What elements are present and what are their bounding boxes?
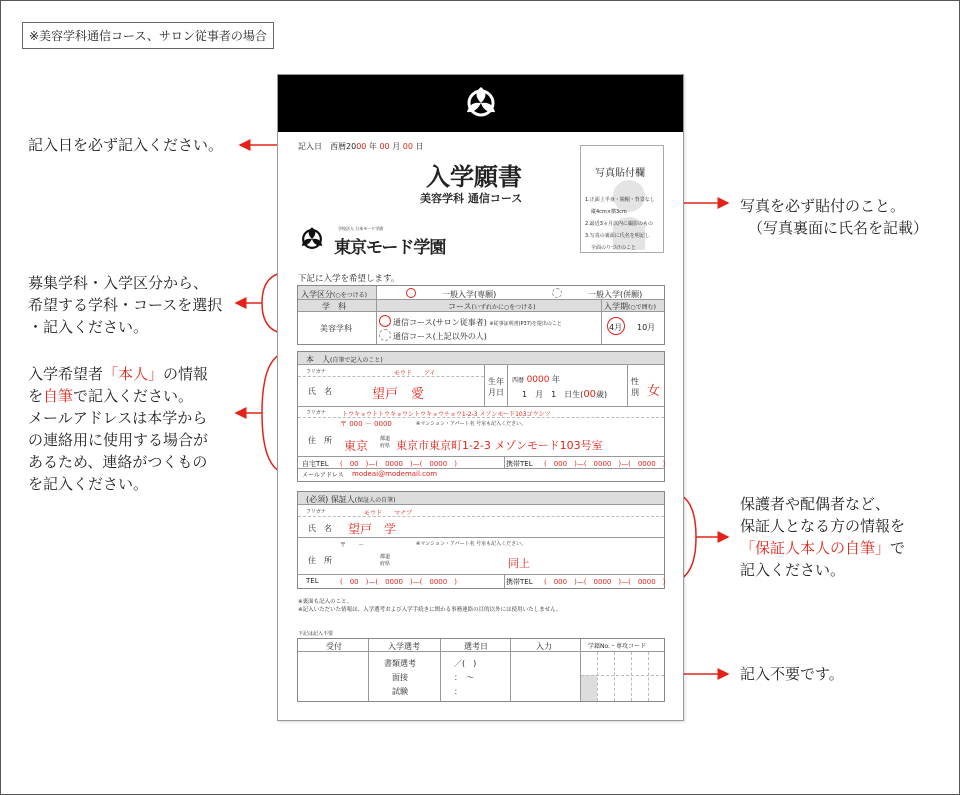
note-guarantor: 保護者や配偶者など、 保証人となる方の情報を 「保証人本人の自筆」で 記入ください。 <box>740 495 906 579</box>
circle-general-only[interactable] <box>406 288 416 298</box>
header-band <box>278 75 683 132</box>
applicant-email: modeai@modemail.com <box>352 470 438 478</box>
guarantor-table: (必須) 保証人(保証人の自筆) フリガナ モウド マナブ 氏 名 望戸 学 〒 － ※マンション・アパート名 号室も記入ください。 住 所 都道府県 同上 TEL ( 00 )—( 0000 )—( 0000 ) 携帯TEL ( 000 )—( 0000 )—( 0000 ) <box>297 491 665 589</box>
footnotes: ※裏面も記入のこと。 ※記入いただいた情報は、入学選考および入学手続きに関わる事務連絡の目的以外には使用いたしません。 <box>298 599 562 613</box>
case-tag: ※美容学科通信コース、サロン従事者の場合 <box>22 22 274 49</box>
office-label: 下記は記入不要 <box>298 631 334 637</box>
note-photo: 写真を必ず貼付のこと。 （写真裏面に氏名を記載） <box>740 197 929 237</box>
note-date: 記入日を必ず記入ください。 <box>28 136 224 154</box>
note-applicant: 入学希望者「本人」の情報 を自筆で記入ください。 メールアドレスは本学から の連絡用に使用する場合が あるため、連絡がつくもの を記入ください。 <box>28 365 209 493</box>
circle-course-other[interactable] <box>379 329 391 341</box>
guarantor-address: 同上 <box>508 557 530 570</box>
form-title: 入学願書 <box>426 163 522 191</box>
dept-value: 美容学科 <box>320 324 352 333</box>
applicant-table: 本 人(自筆で記入のこと) フリガナ モウド アイ 氏 名 望戸 愛 生年 月日 西暦 0000 年 1 月 1 日生(00歳) 性 別 女 フリガナ トウキョウトトウキョウシトウキョウチョウ1-2-3 メゾンモード103ゴウシツ 〒 000 － 0000 ※マンション・アパート名 号室も記入ください。 住 所 東京 都道府県 東京市東京町1-2-3 メゾンモード103号室 自宅TEL ( 00 )—( 0000 )—( 0000 ) 携帯TEL ( 000 )—( 0000 )—( 0000 ) メールアドレス modeai@modemail.com <box>297 351 665 482</box>
sex-value: 女 <box>647 384 661 399</box>
applicant-address: 東京市東京町1-2-3 メゾンモード103号室 <box>396 439 603 452</box>
photo-box: 写真貼付欄 1.正面上半身・脱帽・背景なし 縦4cm×横3cm 2.最近3ヵ月以内に撮影のもの 3.写真の裏面に氏名を明記し 全面のりづけのこと <box>580 145 664 253</box>
school-small: 学校法人 日本モード学園 <box>338 226 384 231</box>
school-logo-icon <box>298 225 326 253</box>
circle-general-combo[interactable] <box>552 288 562 298</box>
note-course: 募集学科・入学区分から、 希望する学科・コースを選択 ・記入ください。 <box>28 274 223 336</box>
school-emblem-icon <box>462 84 500 122</box>
course-table: 入学区分(○をつける) 一般入学(専願) 一般入学(併願) 学 科 コース(いずれかに○をつける) 入学期(○で囲む) 美容学科 通信コース(サロン従事者) ※従事証明書(P37)を提出のこと 通信コース(上記以外の人) 4月 10月 <box>297 285 665 345</box>
applicant-name: 望戸 愛 <box>372 387 425 402</box>
date-row: 記入日 西暦2000 年 00 月 00 日 <box>298 142 424 151</box>
office-table: 受付 入学選考 選考日 入力 学籍No.・専攻コード 書類選考 面接 試験 ／( ) ： 〜 ： <box>297 638 665 702</box>
wish-text: 下記に入学を希望します。 <box>298 274 400 284</box>
note-office: 記入不要です。 <box>740 665 844 683</box>
form-subtitle: 美容学科 通信コース <box>420 192 523 205</box>
application-form <box>277 74 684 721</box>
circle-course-salon[interactable] <box>379 315 391 327</box>
guarantor-name: 望戸 学 <box>348 522 397 536</box>
school-name: 東京モード学園 <box>334 238 446 258</box>
